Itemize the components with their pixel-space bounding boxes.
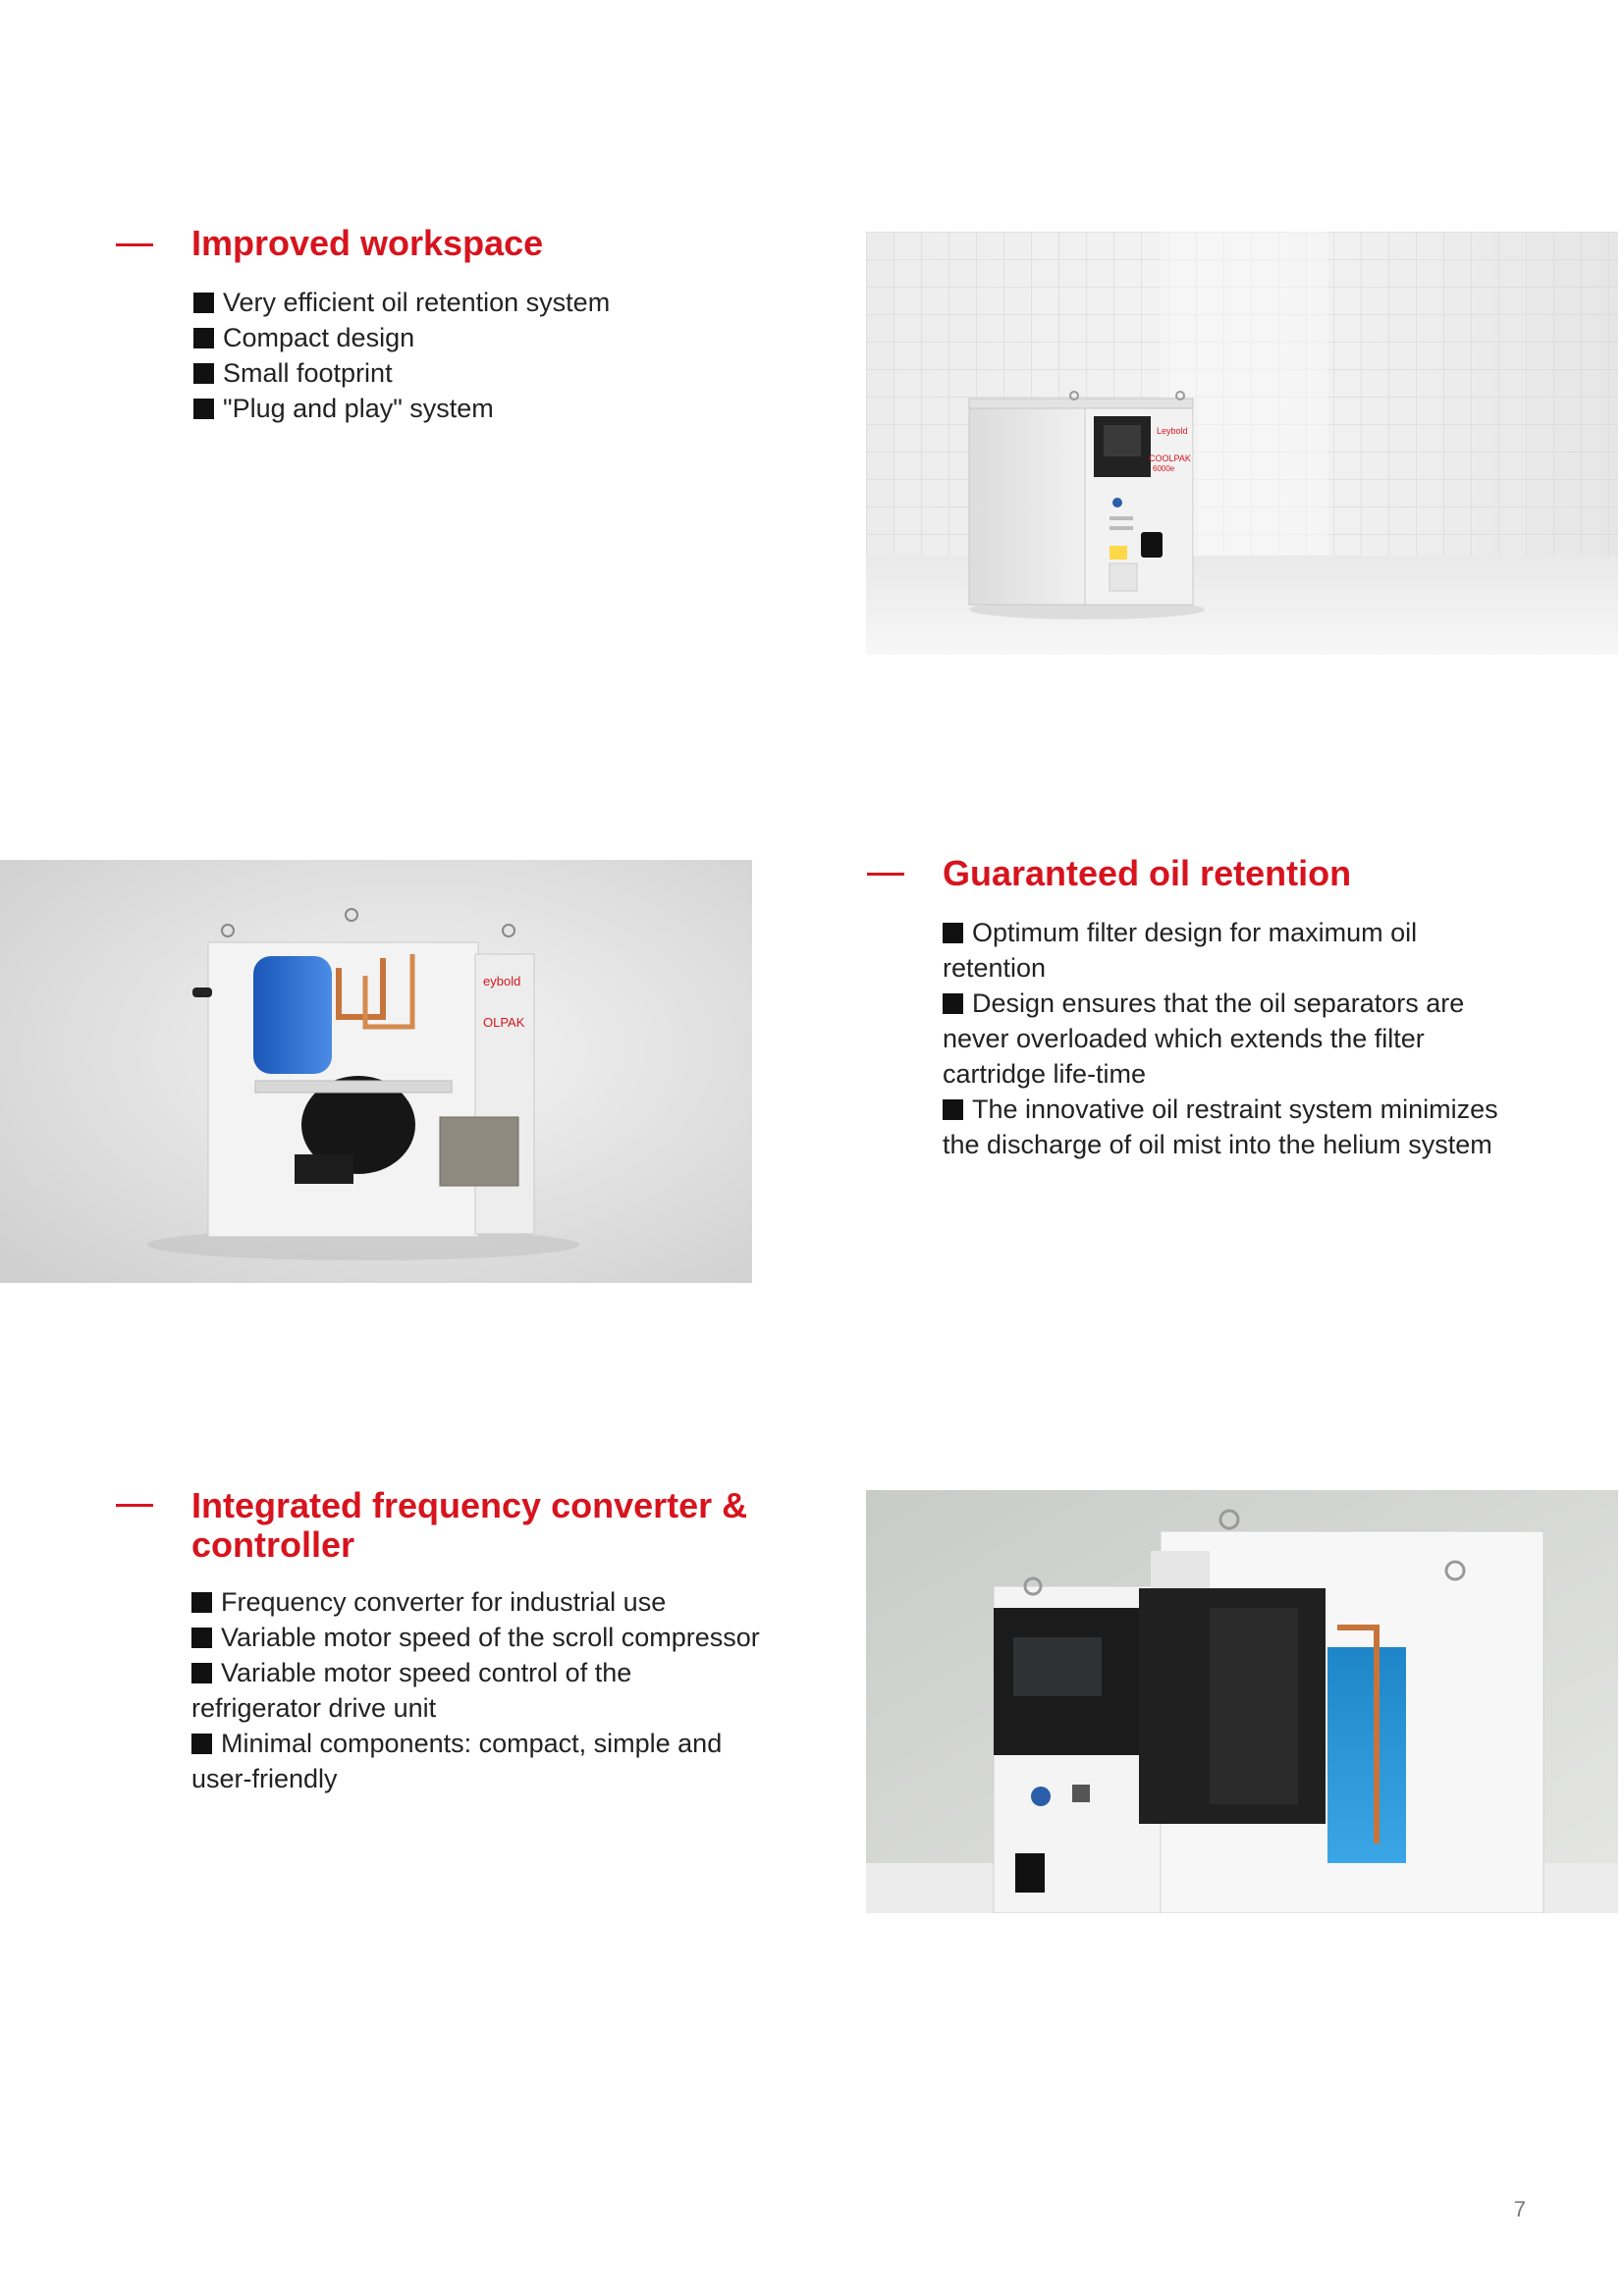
bullet-square-icon	[943, 993, 963, 1014]
bullet-item: Design ensures that the oil separators are never overloaded which extends the filter cartridge life-time	[943, 988, 1465, 1089]
bullet-item: Minimal components: compact, simple and user-friendly	[191, 1729, 723, 1793]
photo1-model-sub-text: 6000e	[1153, 464, 1175, 473]
bullet-square-icon	[191, 1628, 212, 1648]
bullet-item: Optimum filter design for maximum oil retention	[943, 918, 1418, 983]
product-photo-coolpak-unit	[866, 232, 1618, 655]
section-2-dash	[867, 873, 904, 876]
bullet-item: Compact design	[193, 320, 724, 355]
bullet-square-icon	[191, 1592, 212, 1613]
bullet-item: Variable motor speed of the scroll compressor	[191, 1620, 761, 1655]
section-2-title: Guaranteed oil retention	[943, 853, 1352, 893]
section-1-title: Improved workspace	[191, 223, 544, 263]
bullet-item: Very efficient oil retention system	[193, 285, 724, 320]
product-photo-frequency-converter	[866, 1490, 1618, 1913]
photo2-brand-text: eybold	[483, 974, 521, 988]
photo1-brand-text: Leybold	[1157, 426, 1188, 436]
page-number: 7	[1513, 2197, 1526, 2221]
bullet-square-icon	[191, 1734, 212, 1754]
section-1-bullets	[193, 285, 724, 426]
bullet-item: "Plug and play" system	[193, 391, 724, 426]
section-3-title: Integrated frequency converter & controller	[191, 1485, 748, 1565]
bullet-item: Small footprint	[193, 355, 724, 391]
product-photo-internal-view	[0, 860, 752, 1283]
bullet-square-icon	[193, 363, 214, 384]
section-2-bullets	[943, 915, 1522, 1162]
section-3-bullets	[191, 1584, 761, 1796]
bullet-item: Variable motor speed control of the refrigerator drive unit	[191, 1658, 632, 1723]
bullet-square-icon	[191, 1663, 212, 1683]
bullet-item: Frequency converter for industrial use	[191, 1584, 761, 1620]
bullet-square-icon	[193, 293, 214, 313]
bullet-square-icon	[943, 1099, 963, 1120]
bullet-item: The innovative oil restraint system minimizes the discharge of oil mist into the helium system	[943, 1095, 1498, 1159]
bullet-square-icon	[193, 328, 214, 348]
photo1-model-text: COOLPAK	[1149, 454, 1191, 463]
section-3-dash	[116, 1504, 153, 1507]
bullet-square-icon	[943, 923, 963, 943]
section-1-dash	[116, 243, 153, 246]
bullet-square-icon	[193, 399, 214, 419]
photo2-model-text: OLPAK	[483, 1015, 525, 1030]
